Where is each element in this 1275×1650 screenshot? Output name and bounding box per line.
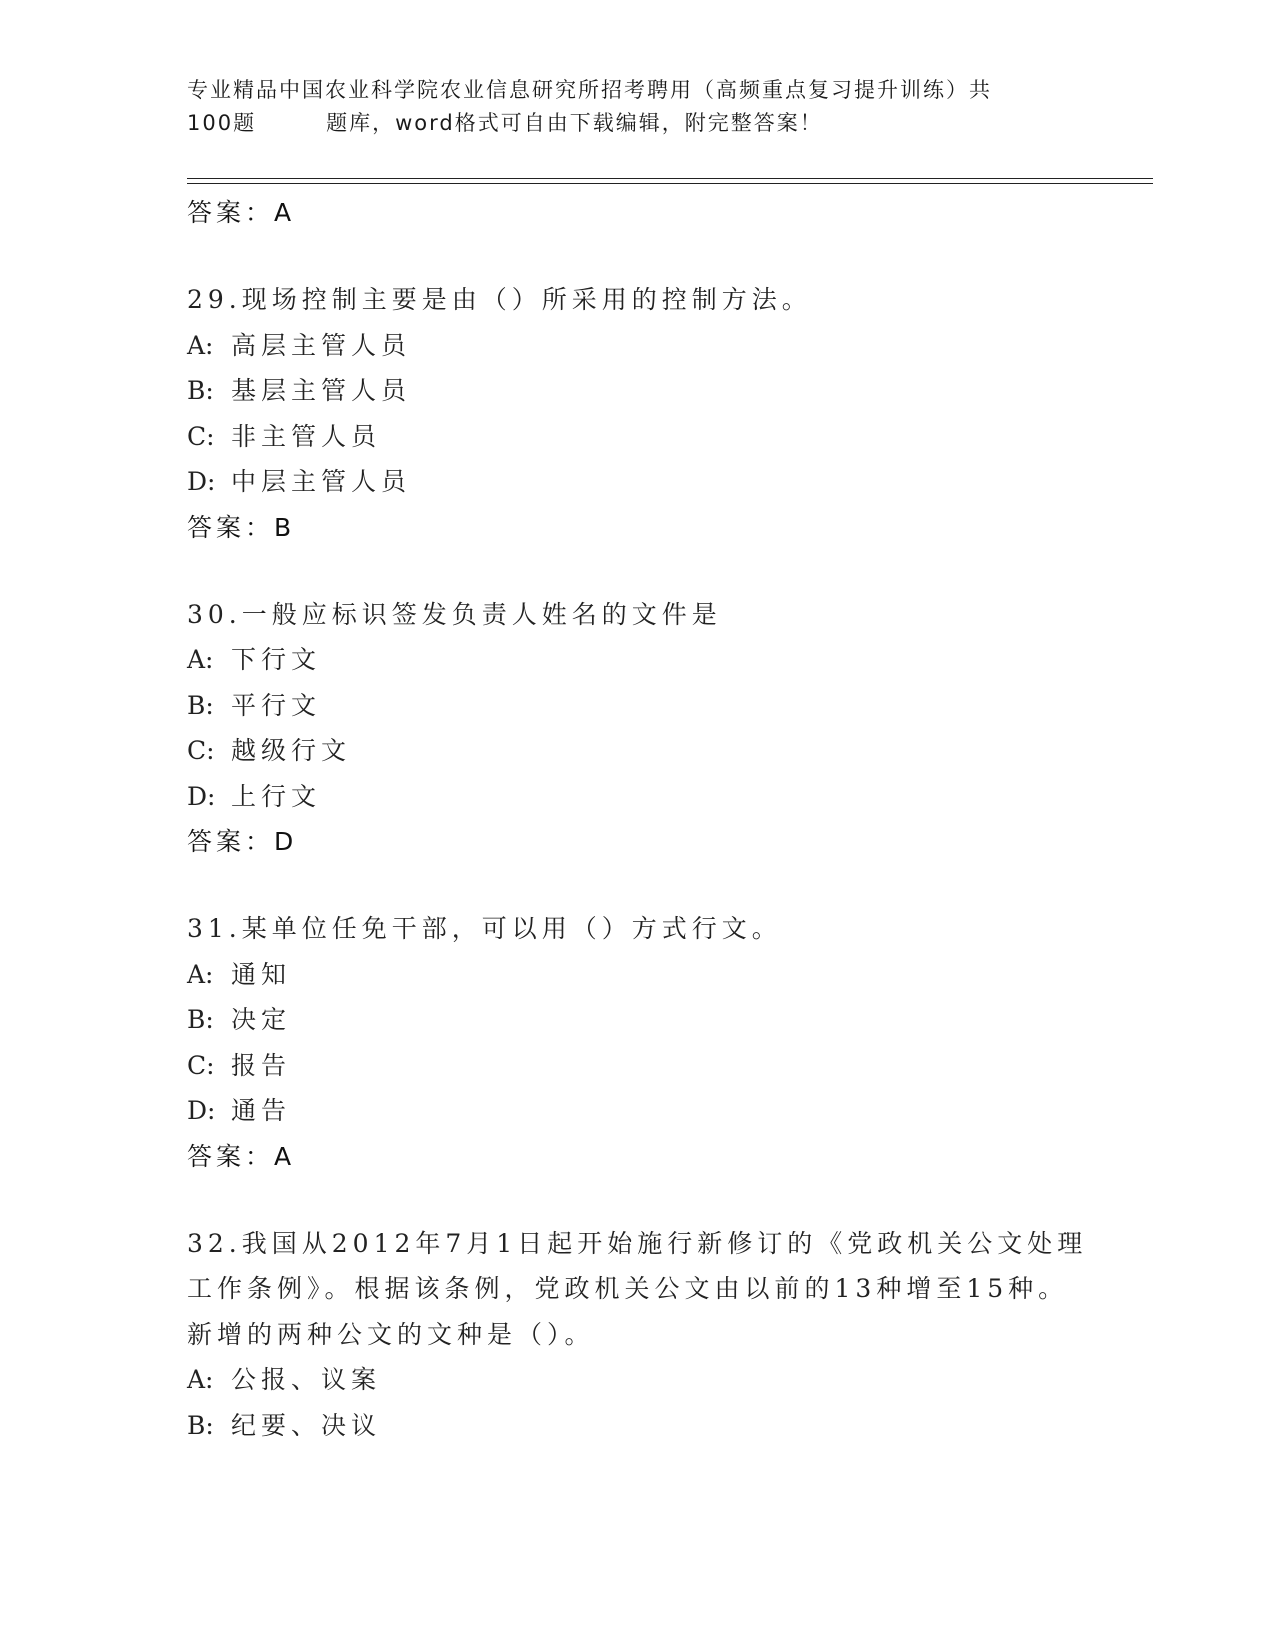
option-text: 纪要、决议 xyxy=(231,1410,382,1440)
option-text: 越级行文 xyxy=(231,736,352,765)
option-d xyxy=(187,1088,1127,1134)
option-letter: A: xyxy=(187,959,214,989)
answer-label: 答案： xyxy=(187,512,275,542)
option-text: 公报、议案 xyxy=(231,1365,382,1394)
question-block xyxy=(187,592,1127,866)
option-text: 平行文 xyxy=(231,690,322,720)
option-letter: D: xyxy=(187,781,216,811)
answer-value: B xyxy=(274,512,294,542)
answer-label: 答案： xyxy=(187,198,275,227)
option-b xyxy=(187,368,1127,414)
question-text: 31.某单位任免干部，可以用（）方式行文。 xyxy=(187,914,782,943)
option-letter: C: xyxy=(187,736,215,765)
answer-label: 答案： xyxy=(187,1141,275,1171)
option-d xyxy=(187,774,1127,820)
option-d xyxy=(187,459,1127,505)
option-a xyxy=(187,1357,1127,1403)
option-b xyxy=(187,1403,1127,1449)
option-b xyxy=(187,997,1127,1043)
header-title-line-1: 专业精品中国农业科学院农业信息研究所招考聘用（高频重点复习提升训练）共 xyxy=(187,78,992,102)
option-letter: A: xyxy=(187,330,214,360)
question-text-line-3: 新增的两种公文的文种是（）。 xyxy=(187,1319,595,1349)
page-header xyxy=(187,74,1087,140)
option-text: 下行文 xyxy=(231,645,322,674)
question-block xyxy=(187,277,1127,551)
option-text: 通告 xyxy=(231,1096,292,1125)
option-text: 通知 xyxy=(231,959,292,989)
header-question-count: 100题 xyxy=(187,111,257,135)
document-body xyxy=(187,190,1127,1448)
answer-value: A xyxy=(274,198,294,227)
option-letter: C: xyxy=(187,1050,215,1080)
option-text: 中层主管人员 xyxy=(231,467,412,496)
option-a xyxy=(187,952,1127,998)
option-text: 报告 xyxy=(231,1050,292,1080)
option-text: 决定 xyxy=(231,1005,292,1034)
header-divider-bottom xyxy=(187,183,1153,184)
option-a xyxy=(187,323,1127,369)
header-description: 题库，word格式可自由下载编辑，附完整答案！ xyxy=(326,111,823,135)
option-text: 高层主管人员 xyxy=(231,330,412,360)
option-text: 基层主管人员 xyxy=(231,376,412,405)
question-text-line-1: 32.我国从2012年7月1日起开始施行新修订的《党政机关公文处理 xyxy=(187,1228,1088,1258)
option-letter: A: xyxy=(187,1365,214,1394)
header-title-line-2 xyxy=(187,107,1087,140)
answer-line xyxy=(187,819,1127,865)
option-b xyxy=(187,683,1127,729)
option-letter: D: xyxy=(187,467,216,496)
option-c xyxy=(187,728,1127,774)
answer-value: A xyxy=(274,1141,294,1171)
option-letter: B: xyxy=(187,376,214,405)
question-block xyxy=(187,906,1127,1180)
option-text: 上行文 xyxy=(231,781,322,811)
answer-line xyxy=(187,190,1127,236)
question-text-line-2: 工作条例》。根据该条例，党政机关公文由以前的13种增至15种。 xyxy=(187,1274,1069,1303)
question-text: 30.一般应标识签发负责人姓名的文件是 xyxy=(187,599,722,629)
option-letter: A: xyxy=(187,645,214,674)
option-letter: B: xyxy=(187,690,214,720)
option-c xyxy=(187,414,1127,460)
option-letter: D: xyxy=(187,1096,216,1125)
question-text: 29.现场控制主要是由（）所采用的控制方法。 xyxy=(187,285,812,314)
option-a xyxy=(187,637,1127,683)
answer-line xyxy=(187,1134,1127,1180)
answer-value: D xyxy=(274,827,296,856)
answer-line xyxy=(187,505,1127,551)
option-letter: B: xyxy=(187,1410,214,1440)
header-divider-top xyxy=(187,178,1153,179)
question-block xyxy=(187,1221,1127,1449)
option-c xyxy=(187,1043,1127,1089)
option-letter: B: xyxy=(187,1005,214,1034)
option-letter: C: xyxy=(187,421,215,451)
option-text: 非主管人员 xyxy=(231,421,382,451)
answer-label: 答案： xyxy=(187,827,275,856)
